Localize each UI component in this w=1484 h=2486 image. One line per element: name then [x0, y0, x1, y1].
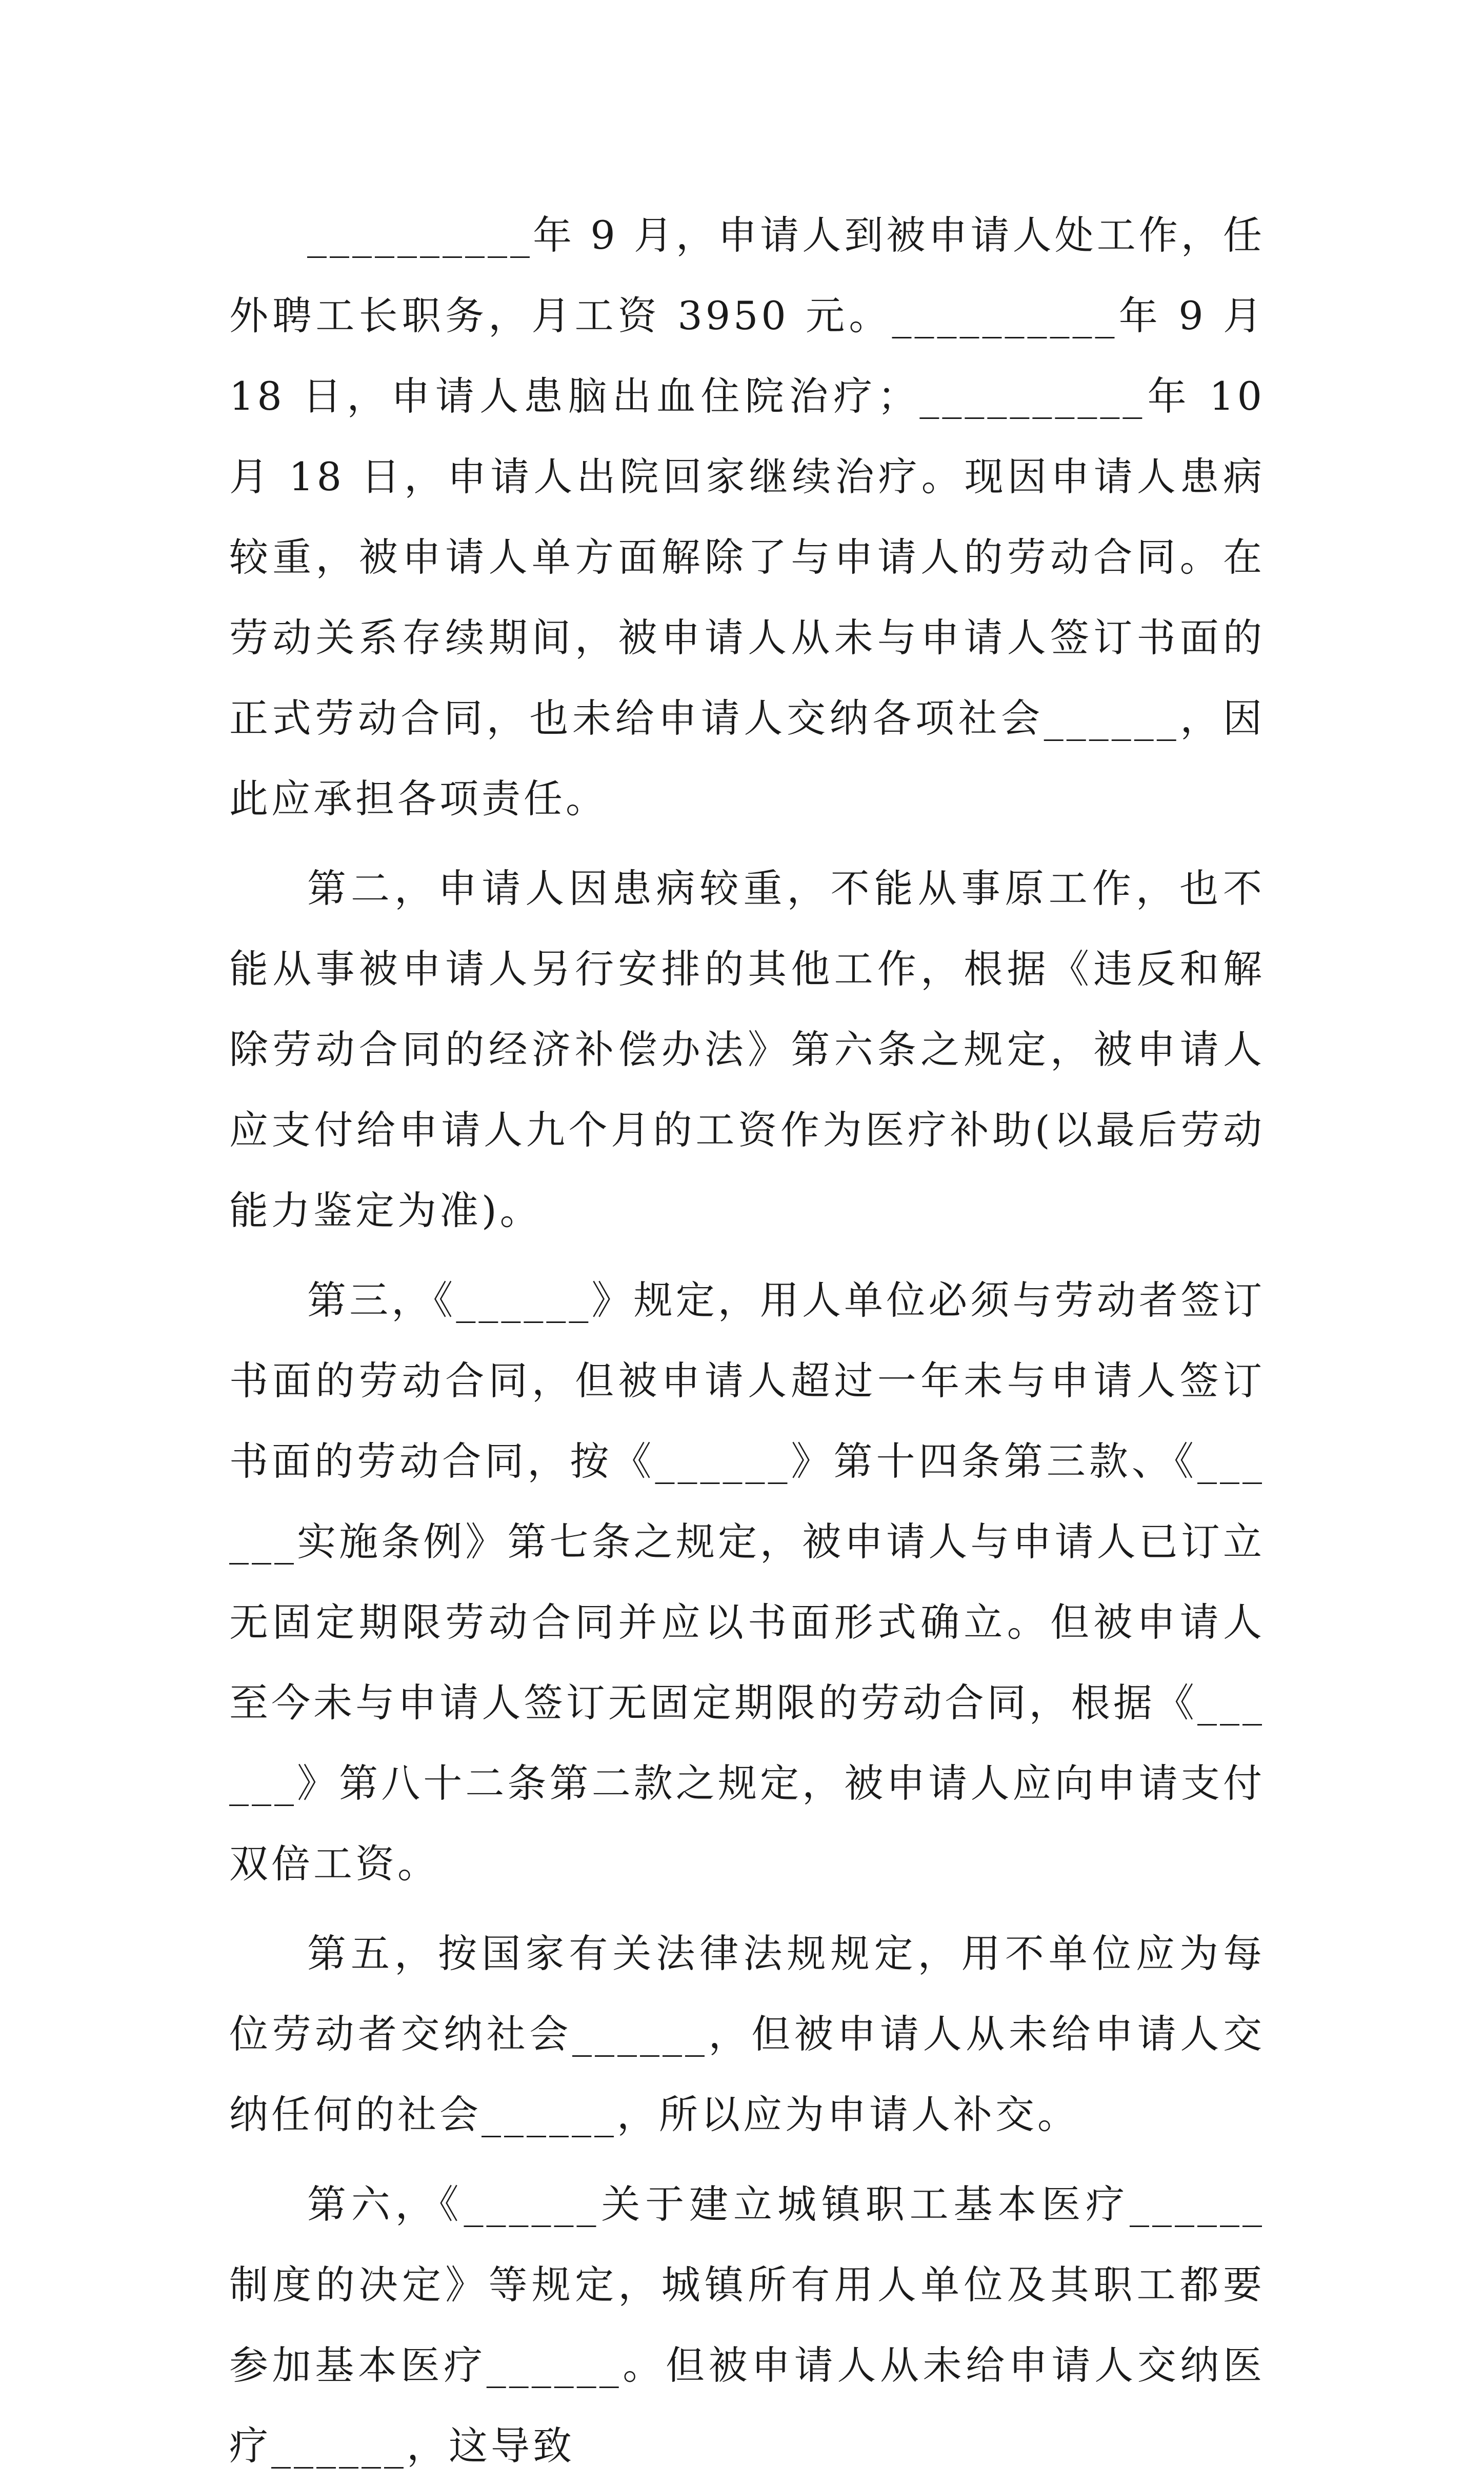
paragraph-spacer	[229, 2155, 1265, 2164]
paragraph-1: __________年 9 月，申请人到被申请人处工作，任外聘工长职务，月工资 3950 元。__________年 9 月 18 日，申请人患脑出血住院治疗；__________年 10 月 18 日，申请人出院回家继续治疗。现因申请人患病较重，被申请人单方面解除了与申请人的劳动合同。在劳动关系存续期间，被申请人从未与申请人签订书面的正式劳动合同，也未给申请人交纳各项社会______，因此应承担各项责任。	[229, 212, 1265, 821]
paragraph-spacer	[229, 1904, 1265, 1913]
paragraph-spacer	[229, 1251, 1265, 1260]
paragraph-2: 第二，申请人因患病较重，不能从事原工作，也不能从事被申请人另行安排的其他工作，根据《违反和解除劳动合同的经济补偿办法》第六条之规定，被申请人应支付给申请人九个月的工资作为医疗补助(以最后劳动能力鉴定为准)。	[229, 866, 1265, 1233]
paragraph-3: 第三，《______》规定，用人单位必须与劳动者签订书面的劳动合同，但被申请人超过一年未与申请人签订书面的劳动合同，按《______》第十四条第三款、《______实施条例》第七条之规定，被申请人与申请人已订立无固定期限劳动合同并应以书面形式确立。但被申请人至今未与申请人签订无固定期限的劳动合同，根据《______》第八十二条第二款之规定，被申请人应向申请支付双倍工资。	[229, 1277, 1265, 1887]
document-body	[229, 195, 1265, 2486]
paragraph-4: 第五，按国家有关法律法规规定，用不单位应为每位劳动者交纳社会______，但被申请人从未给申请人交纳任何的社会______，所以应为申请人补交。	[229, 1931, 1265, 2137]
paragraph-5: 第六，《______关于建立城镇职工基本医疗______制度的决定》等规定，城镇所有用人单位及其职工都要参加基本医疗______。但被申请人从未给申请人交纳医疗______，这导致	[229, 2181, 1265, 2469]
paragraph-spacer	[229, 839, 1265, 848]
